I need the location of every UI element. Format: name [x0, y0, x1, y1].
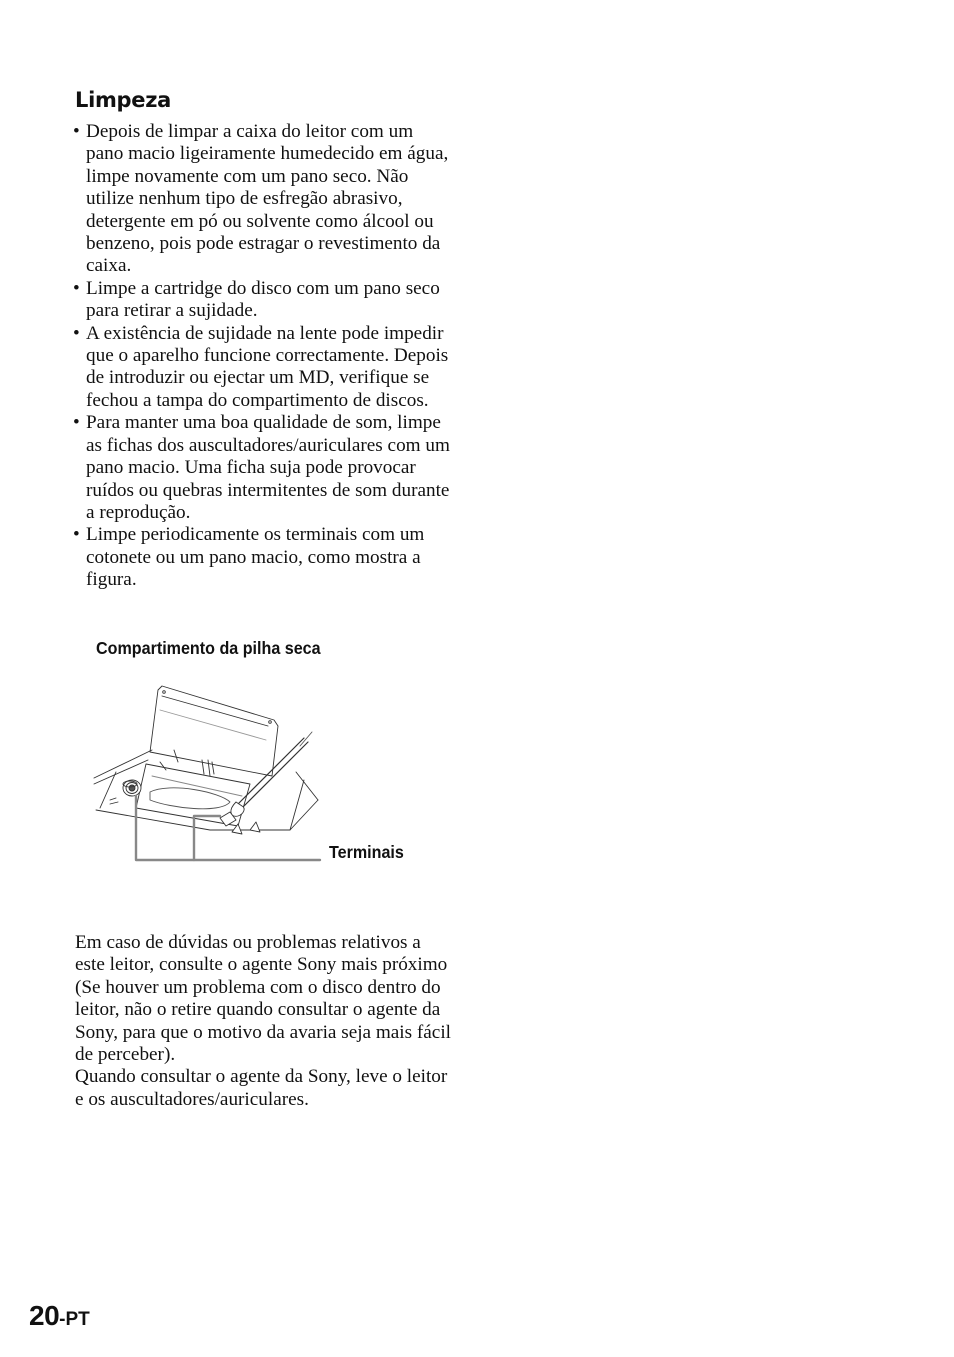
list-item: • Limpe periodicamente os terminais com um cotonete ou um pano macio, como mostra a figura. — [73, 524, 453, 591]
page-number-value: 20 — [29, 1300, 60, 1331]
closing-paragraph: Quando consultar o agente da Sony, leve o leitor e os auscultadores/auriculares. — [75, 1066, 448, 1110]
section-title: Limpeza — [75, 88, 172, 112]
list-item: • Para manter uma boa qualidade de som, limpe as fichas dos auscultadores/auriculares com um pano macio. Uma ficha suja pode provocar ruídos ou quebras intermitentes de som durante a reprodução. — [73, 412, 453, 524]
closing-paragraph: Em caso de dúvidas ou problemas relativos a este leitor, consulte o agente Sony mais próximo (Se houver um problema com o disco dentro do leitor, não o retire quando consultar o agente da Sony, para que o motivo da avaria seja mais fácil de perceber). — [75, 932, 451, 1066]
page-number — [29, 1300, 90, 1332]
list-item: • Depois de limpar a caixa do leitor com um pano macio ligeiramente humedecido em água, limpe novamente com um pano seco. Não utilize nenhum tipo de esfregão abrasivo, detergente em pó ou solvente como álcool ou benzeno, pois pode estragar o revestimento da caixa. — [73, 121, 453, 278]
list-item: • Limpe a cartridge do disco com um pano seco para retirar a sujidade. — [73, 278, 453, 323]
cleaning-instructions-list — [73, 121, 453, 592]
closing-text — [75, 932, 455, 1111]
terminals-label: Terminais — [329, 842, 404, 862]
language-suffix: -PT — [59, 1309, 90, 1330]
battery-compartment-cleaning-illustration — [90, 680, 330, 870]
figure-caption: Compartimento da pilha seca — [96, 638, 321, 658]
list-item: • A existência de sujidade na lente pode impedir que o aparelho funcione correctamente. Depois de introduzir ou ejectar um MD, verifique se fechou a tampa do compartimento de discos. — [73, 323, 453, 413]
